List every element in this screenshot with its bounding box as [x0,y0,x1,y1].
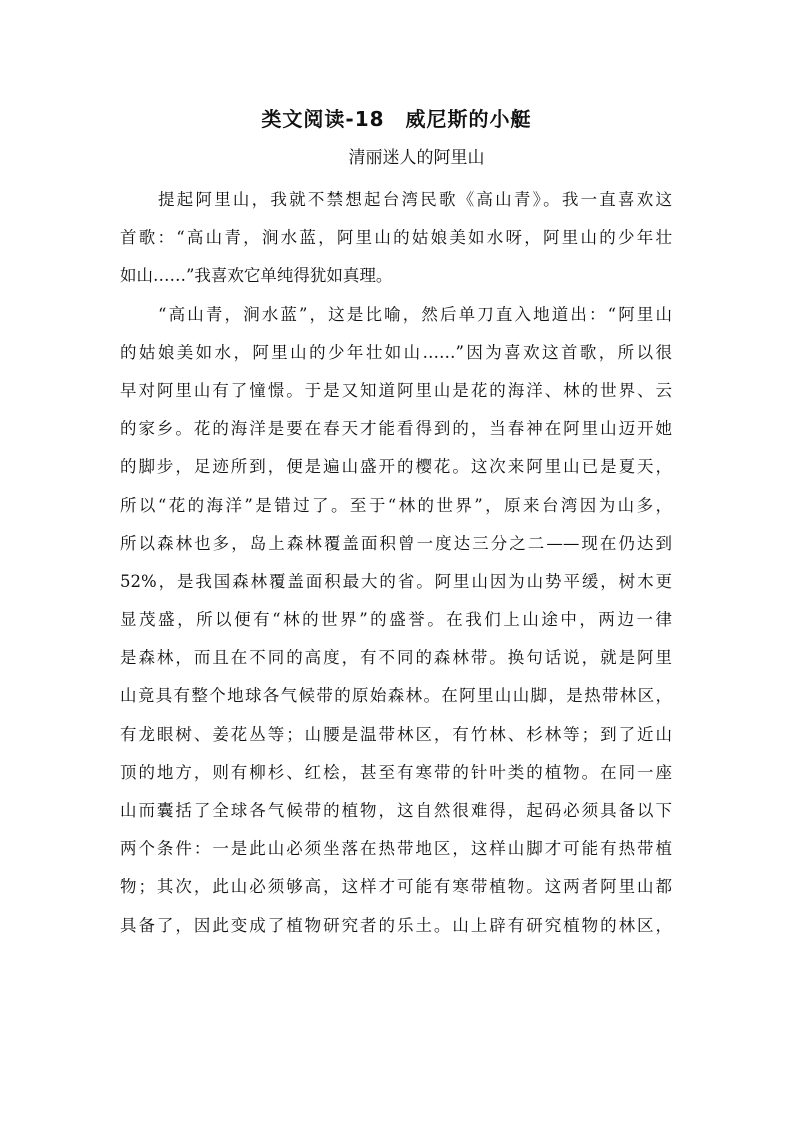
paragraph-1 [120,188,672,303]
text-line: 山竟具有整个地球各气候带的原始森林。在阿里山山脚，是热带林区， [120,686,672,706]
text-line: 的姑娘美如水，阿里山的少年壮如山……”因为喜欢这首歌，所以很 [120,342,672,362]
text-line: 山而囊括了全球各气候带的植物，这自然很难得，起码必须具备以下 [120,801,672,820]
text-line: 有龙眼树、姜花丛等；山腰是温带林区，有竹林、杉林等；到了近山 [120,724,672,744]
text-line: 早对阿里山有了憧憬。于是又知道阿里山是花的海洋、林的世界、云 [120,380,672,400]
text-line: 如山……”我喜欢它单纯得犹如真理。 [120,266,393,286]
page-title: 类文阅读-18 威尼斯的小艇 [261,107,532,131]
text-line: 所以森林也多，岛上森林覆盖面积曾一度达三分之二——现在仍达到 [120,533,672,553]
text-line: 所以“花的海洋”是错过了。至于“林的世界”，原来台湾因为山多， [120,495,672,515]
text-line: 具备了，因此变成了植物研究者的乐土。山上辟有研究植物的林区， [120,915,672,935]
text-line: 物；其次，此山必须够高，这样才可能有寒带植物。这两者阿里山都 [120,877,672,897]
text-line: 的家乡。花的海洋是要在春天才能看得到的，当春神在阿里山迈开她 [120,419,672,439]
text-line: “高山青，涧水蓝”，这是比喻，然后单刀直入地道出：“阿里山 [158,304,672,324]
text-line: 是森林，而且在不同的高度，有不同的森林带。换句话说，就是阿里 [120,648,672,668]
paragraph-2 [120,303,672,952]
text-line: 的脚步，足迹所到，便是遍山盛开的樱花。这次来阿里山已是夏天， [120,457,672,477]
text-line: 顶的地方，则有柳杉、红桧，甚至有寒带的针叶类的植物。在同一座 [120,762,672,782]
text-line: 显茂盛，所以便有“林的世界”的盛誉。在我们上山途中，两边一律 [120,610,672,630]
text-line: 52%，是我国森林覆盖面积最大的省。阿里山因为山势平缓，树木更 [120,571,672,591]
text-line: 两个条件：一是此山必须坐落在热带地区，这样山脚才可能有热带植 [120,839,672,859]
article-body [120,188,672,952]
article-title: 清丽迷人的阿里山 [348,148,485,168]
text-line: 首歌：“高山青，涧水蓝，阿里山的姑娘美如水呀，阿里山的少年壮 [120,228,672,248]
text-line: 提起阿里山，我就不禁想起台湾民歌《高山青》。我一直喜欢这 [158,190,672,209]
